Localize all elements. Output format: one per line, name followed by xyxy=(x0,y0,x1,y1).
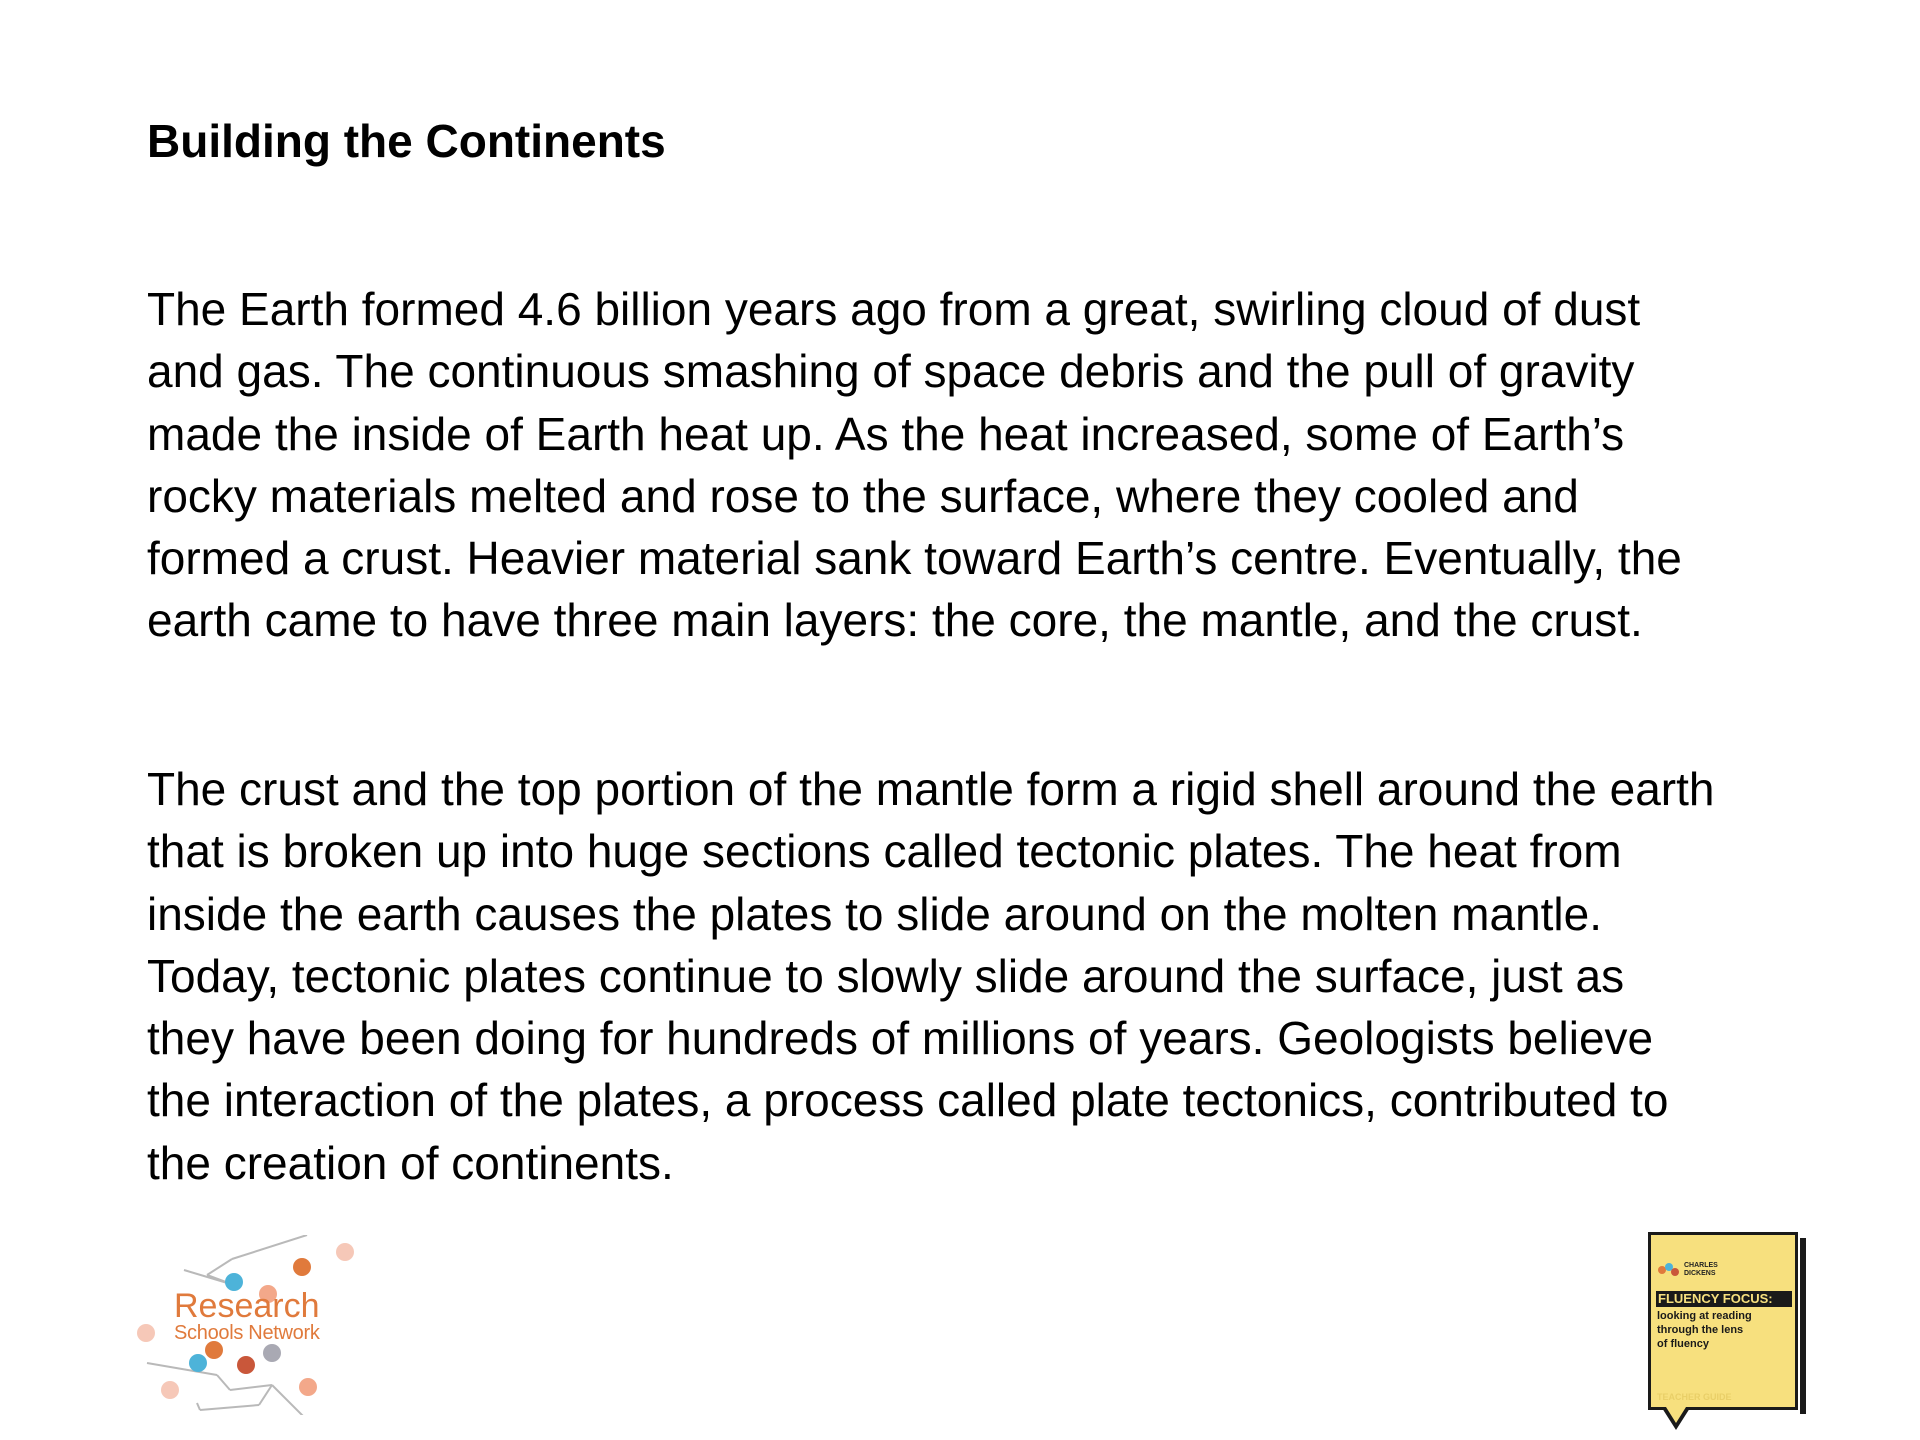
book-footer: TEACHER GUIDE xyxy=(1657,1392,1732,1402)
paragraph-line: that is broken up into huge sections called tectonic plates. The heat from xyxy=(147,825,1622,878)
page-title: Building the Continents xyxy=(147,115,666,167)
book-subtitle xyxy=(1657,1309,1752,1351)
paragraph-line: The crust and the top portion of the mantle form a rigid shell around the earth xyxy=(147,763,1715,815)
paragraph-line: they have been doing for hundreds of millions of years. Geologists believe xyxy=(147,1012,1654,1065)
paragraph-line: rocky materials melted and rose to the surface, where they cooled and xyxy=(147,469,1579,522)
book-heading: FLUENCY FOCUS: xyxy=(1656,1291,1792,1307)
book-bookmark-tail-inner xyxy=(1666,1407,1686,1423)
paragraph-line: The Earth formed 4.6 billion years ago from a great, swirling cloud of dust xyxy=(147,283,1641,335)
paragraph-line: Today, tectonic plates continue to slowly slide around the surface, just as xyxy=(147,949,1625,1002)
book-brand-line: DICKENS xyxy=(1684,1270,1716,1277)
paragraph-line: earth came to have three main layers: the core, the mantle, and the crust. xyxy=(147,594,1643,647)
book-brand xyxy=(1684,1262,1718,1278)
paragraph-line: formed a crust. Heavier material sank toward Earth’s centre. Eventually, the xyxy=(147,532,1682,585)
research-logo-text: Research xyxy=(174,1287,320,1325)
paragraph-1 xyxy=(147,278,1807,652)
book-brand-line: CHARLES xyxy=(1684,1262,1718,1269)
book-subtitle-line: of fluency xyxy=(1657,1338,1709,1350)
schools-network-logo-text: Schools Network xyxy=(174,1322,320,1344)
charles-dickens-logo-icon xyxy=(1657,1262,1681,1278)
paragraph-line: inside the earth causes the plates to slide around on the molten mantle. xyxy=(147,887,1603,940)
paragraph-line: the creation of continents. xyxy=(147,1136,674,1189)
book-subtitle-line: looking at reading xyxy=(1657,1310,1752,1322)
paragraph-line: the interaction of the plates, a process called plate tectonics, contributed to xyxy=(147,1074,1669,1127)
paragraph-line: made the inside of Earth heat up. As the heat increased, some of Earth’s xyxy=(147,407,1625,460)
book-spine xyxy=(1800,1238,1806,1414)
paragraph-2 xyxy=(147,758,1807,1194)
book-subtitle-line: through the lens xyxy=(1657,1324,1744,1336)
paragraph-line: and gas. The continuous smashing of space debris and the pull of gravity xyxy=(147,345,1635,398)
